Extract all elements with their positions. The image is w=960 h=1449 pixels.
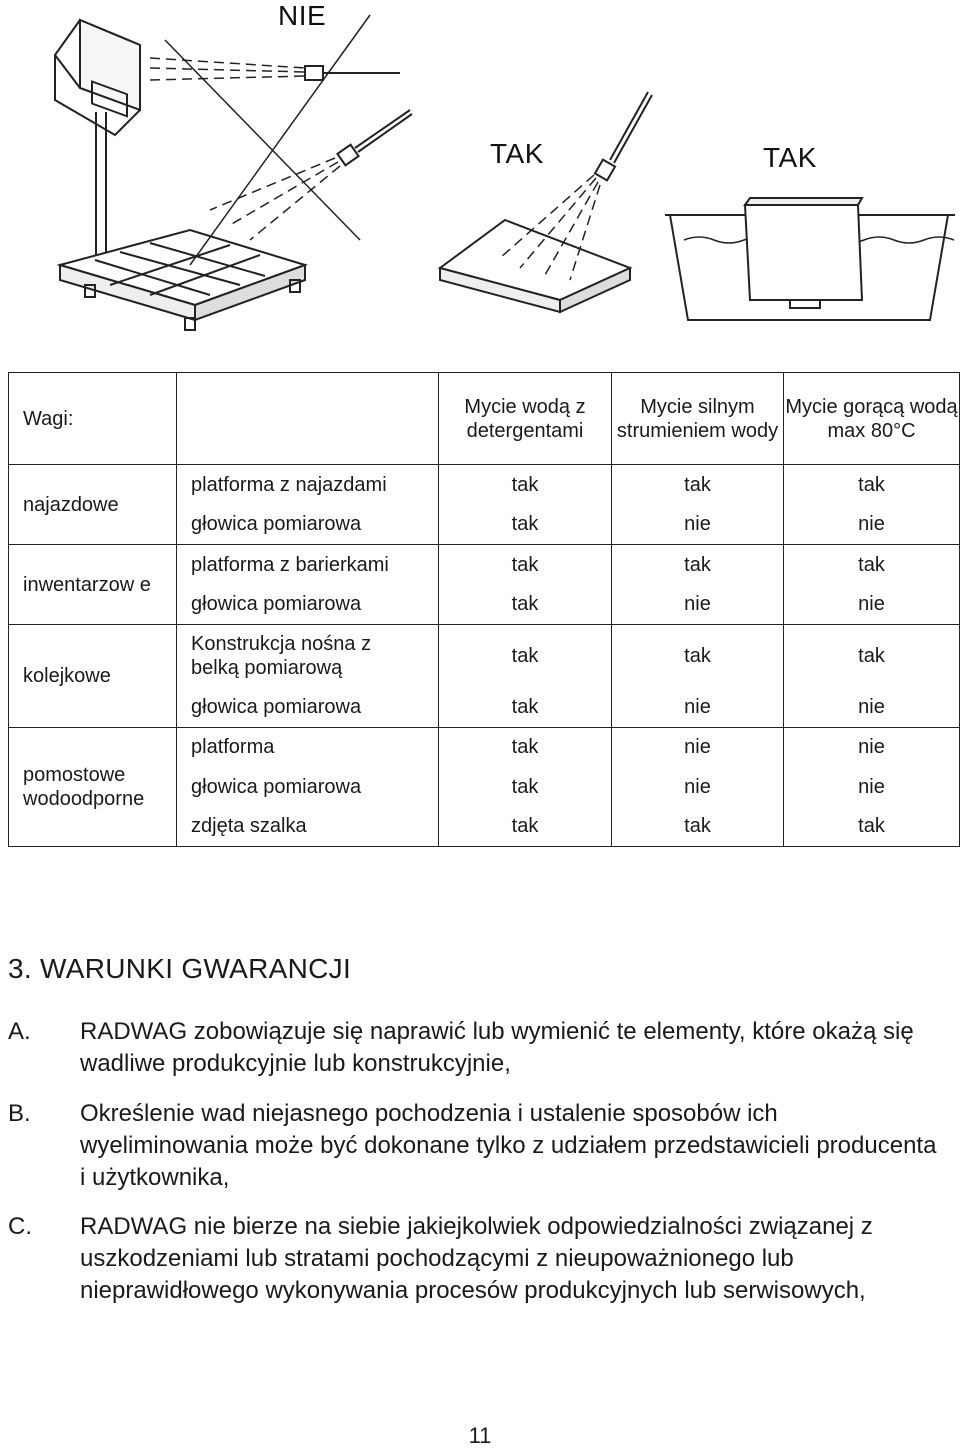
group-label: kolejkowe <box>9 625 177 728</box>
cell-value: nie <box>784 505 960 545</box>
item-text: RADWAG nie bierze na siebie jakiejkolwiek odpowiedzialności związanej z uszkodzeniami lub stratami pochodzącymi z nieupoważnionego lub nieprawidłowego wykonywania procesów produkcyjnych lub serwisowych, <box>80 1213 873 1304</box>
cell-value: tak <box>784 625 960 688</box>
cell-value: nie <box>612 505 784 545</box>
cell-value: tak <box>784 807 960 847</box>
warranty-item <box>8 1211 948 1307</box>
page-number: 11 <box>468 1423 492 1448</box>
table-header-row <box>9 373 960 465</box>
header-corner: Wagi: <box>9 373 177 465</box>
group-label: najazdowe <box>9 465 177 545</box>
cell-value: nie <box>784 585 960 625</box>
part-label: platforma z barierkami <box>177 545 439 585</box>
cell-value: nie <box>612 585 784 625</box>
cell-value: tak <box>784 545 960 585</box>
cell-value: tak <box>439 625 612 688</box>
header-hot-water: Mycie gorącą wodą max 80°C <box>784 373 960 465</box>
cell-value: nie <box>612 687 784 727</box>
item-letter: B. <box>8 1100 31 1127</box>
cell-value: tak <box>612 465 784 505</box>
warranty-item <box>8 1098 948 1194</box>
cell-value: tak <box>439 585 612 625</box>
part-label: głowica pomiarowa <box>177 687 439 727</box>
section-title: 3. WARUNKI GWARANCJI <box>8 953 352 984</box>
indicator-head <box>55 20 140 135</box>
cell-value: nie <box>612 727 784 767</box>
table-row <box>9 625 960 688</box>
washing-table <box>8 372 960 847</box>
table-row <box>9 545 960 585</box>
part-label: głowica pomiarowa <box>177 505 439 545</box>
header-empty <box>177 373 439 465</box>
part-label: platforma <box>177 727 439 767</box>
cell-value: nie <box>784 767 960 807</box>
plate-spray <box>440 92 652 312</box>
label-yes-spray: TAK <box>490 138 544 169</box>
cell-value: tak <box>612 625 784 688</box>
cell-value: nie <box>612 767 784 807</box>
item-text: Określenie wad niejasnego pochodzenia i ustalenie sposobów ich wyeliminowania może być dokonane tylko z udziałem przedstawicieli producenta i użytkownika, <box>80 1100 937 1191</box>
table-row <box>9 465 960 505</box>
label-no: NIE <box>278 0 327 31</box>
table-row <box>9 727 960 767</box>
cell-value: tak <box>439 465 612 505</box>
label-yes-tub: TAK <box>763 142 817 173</box>
item-letter: C. <box>8 1213 32 1240</box>
part-label: głowica pomiarowa <box>177 585 439 625</box>
header-strong-stream: Mycie silnym strumieniem wody <box>612 373 784 465</box>
item-text: RADWAG zobowiązuje się naprawić lub wymienić te elementy, które okażą się wadliwe produkcyjnie lub konstrukcyjnie, <box>80 1018 914 1077</box>
part-label: platforma z najazdami <box>177 465 439 505</box>
cell-value: tak <box>439 727 612 767</box>
cell-value: nie <box>784 687 960 727</box>
cell-value: tak <box>439 687 612 727</box>
cell-value: tak <box>784 465 960 505</box>
group-label: pomostowe wodoodporne <box>9 727 177 847</box>
group-label: inwentarzow e <box>9 545 177 625</box>
cell-value: tak <box>439 767 612 807</box>
water-tub <box>665 198 955 320</box>
header-detergent: Mycie wodą z detergentami <box>439 373 612 465</box>
part-label: zdjęta szalka <box>177 807 439 847</box>
cell-value: tak <box>612 807 784 847</box>
cell-value: tak <box>439 505 612 545</box>
part-label: głowica pomiarowa <box>177 767 439 807</box>
part-label: Konstrukcja nośna z belką pomiarową <box>177 625 439 688</box>
warranty-item <box>8 1016 948 1080</box>
cell-value: tak <box>439 545 612 585</box>
cell-value: tak <box>612 545 784 585</box>
cell-value: tak <box>439 807 612 847</box>
cell-value: nie <box>784 727 960 767</box>
item-letter: A. <box>8 1018 31 1045</box>
